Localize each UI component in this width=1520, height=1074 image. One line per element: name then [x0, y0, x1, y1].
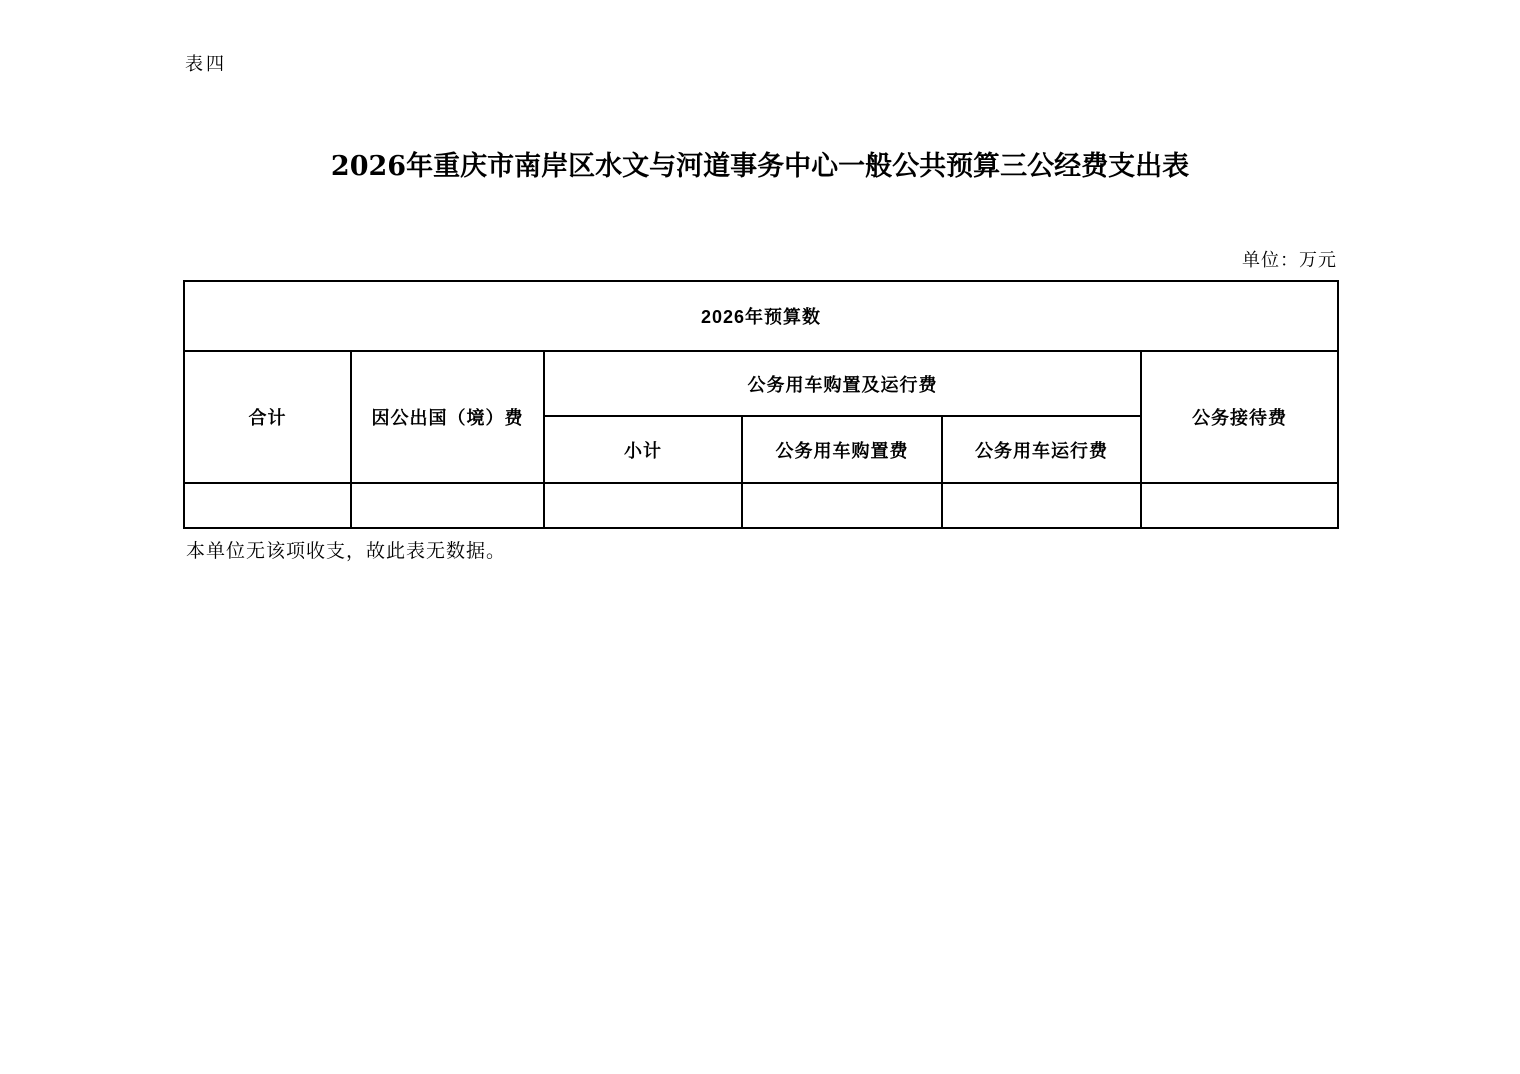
col-header-overseas: 因公出国（境）费 — [351, 351, 544, 483]
table-row-year — [184, 281, 1338, 351]
year-header-cell: 2026年预算数 — [184, 281, 1338, 351]
data-cell-overseas — [351, 483, 544, 528]
data-cell-vehicle-subtotal — [544, 483, 742, 528]
col-header-total: 合计 — [184, 351, 351, 483]
unit-label: 单位：万元 — [1242, 250, 1337, 271]
col-header-vehicle-subtotal: 小计 — [544, 416, 742, 483]
data-cell-reception — [1141, 483, 1338, 528]
document-title: 2026年重庆市南岸区水文与河道事务中心一般公共预算三公经费支出表 — [330, 151, 1190, 182]
table-row-group-headers — [184, 351, 1338, 416]
col-header-vehicle-purchase: 公务用车购置费 — [742, 416, 942, 483]
data-cell-total — [184, 483, 351, 528]
col-header-vehicle-operating: 公务用车运行费 — [942, 416, 1141, 483]
table-row-data — [184, 483, 1338, 528]
footer-note: 本单位无该项收支，故此表无数据。 — [186, 540, 507, 562]
table-number-label: 表四 — [185, 54, 227, 75]
col-header-vehicle-group: 公务用车购置及运行费 — [544, 351, 1141, 416]
budget-table — [183, 280, 1339, 529]
data-cell-vehicle-purchase — [742, 483, 942, 528]
data-cell-vehicle-operating — [942, 483, 1141, 528]
col-header-reception: 公务接待费 — [1141, 351, 1338, 483]
